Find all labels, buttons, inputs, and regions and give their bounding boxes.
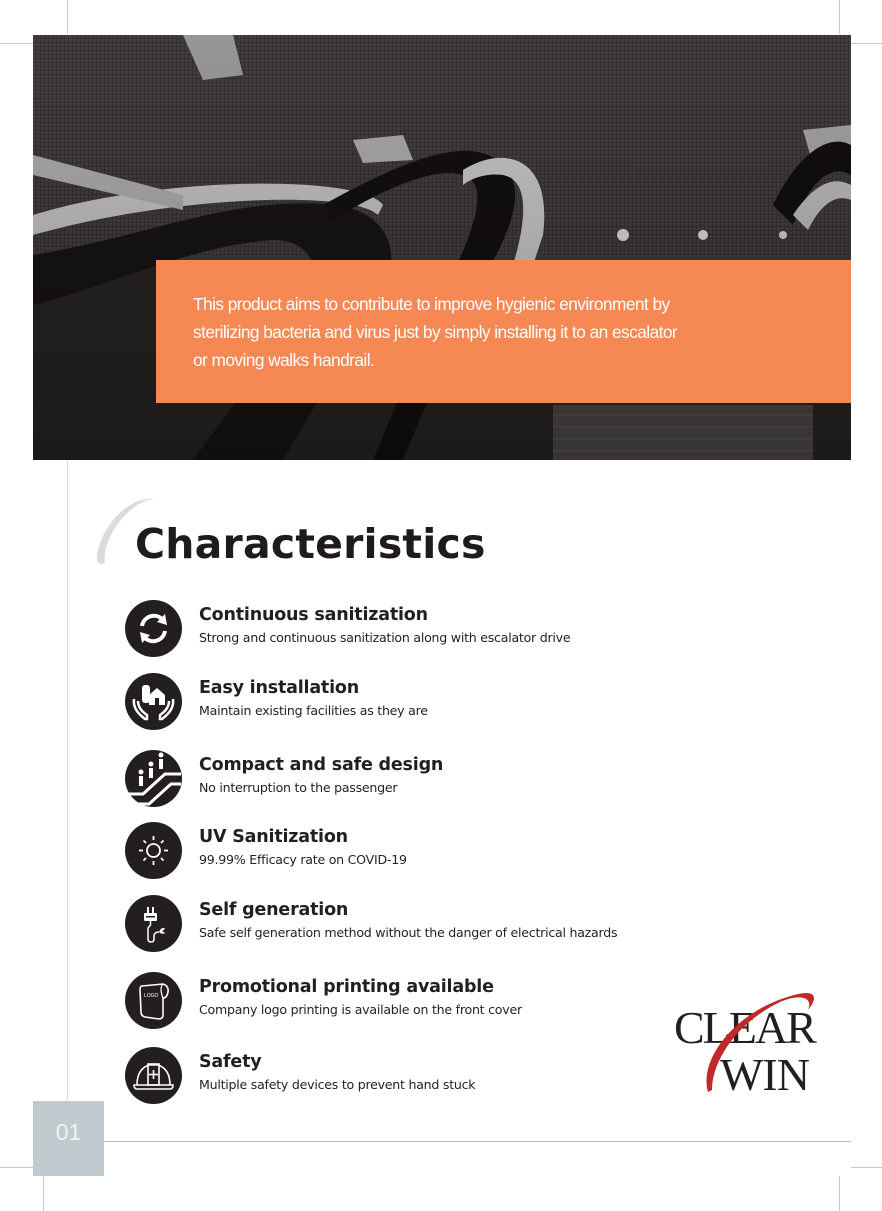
logo-line2: WIN <box>720 1049 809 1098</box>
feature-self-generation <box>125 895 685 953</box>
crop-mark <box>0 1167 33 1168</box>
feature-description: Maintain existing facilities as they are <box>199 703 428 718</box>
crop-mark <box>851 43 882 44</box>
feature-description: Multiple safety devices to prevent hand stuck <box>199 1077 476 1092</box>
feature-promotional-printing <box>125 972 685 1030</box>
intro-callout <box>156 260 851 403</box>
logo-cover-icon <box>125 972 182 1029</box>
feature-description: No interruption to the passenger <box>199 780 398 795</box>
crop-mark <box>839 0 840 34</box>
callout-line: This product aims to contribute to improve hygienic environment by <box>193 294 670 314</box>
feature-title: Promotional printing available <box>199 977 494 997</box>
escalator-passengers-icon <box>125 750 182 807</box>
uv-sun-icon <box>125 822 182 879</box>
clearwin-logo <box>668 988 828 1098</box>
crop-mark <box>839 1176 840 1211</box>
section-title: Characteristics <box>135 520 486 568</box>
feature-title: UV Sanitization <box>199 827 348 847</box>
feature-description: Strong and continuous sanitization along with escalator drive <box>199 630 571 645</box>
crop-mark <box>851 1167 882 1168</box>
refresh-arrows-icon <box>125 600 182 657</box>
feature-title: Continuous sanitization <box>199 605 428 625</box>
feature-description: Safe self generation method without the danger of electrical hazards <box>199 925 618 940</box>
feature-continuous-sanitization <box>125 600 685 658</box>
feature-description: 99.99% Efficacy rate on COVID-19 <box>199 852 407 867</box>
margin-rule <box>67 460 68 1102</box>
feature-title: Compact and safe design <box>199 755 444 775</box>
hands-holding-house-icon <box>125 673 182 730</box>
page-number: 01 <box>33 1101 104 1176</box>
feature-title: Self generation <box>199 900 349 920</box>
crop-mark <box>0 43 33 44</box>
feature-uv-sanitization <box>125 822 685 880</box>
logo-icon-text: LOGO <box>144 993 159 999</box>
feature-compact-safe-design <box>125 750 685 808</box>
crop-mark <box>43 1176 44 1211</box>
feature-title: Easy installation <box>199 678 359 698</box>
feature-safety <box>125 1047 685 1105</box>
footer-rule <box>104 1141 851 1142</box>
feature-description: Company logo printing is available on the front cover <box>199 1002 522 1017</box>
callout-line: or moving walks handrail. <box>193 350 375 370</box>
feature-title: Safety <box>199 1052 262 1072</box>
callout-line: sterilizing bacteria and virus just by simply installing it to an escalator <box>193 322 678 342</box>
crop-mark <box>67 0 68 34</box>
safety-helmet-icon <box>125 1047 182 1104</box>
plug-leaf-icon <box>125 895 182 952</box>
feature-easy-installation <box>125 673 685 731</box>
logo-line1: CLEAR <box>674 1002 815 1053</box>
